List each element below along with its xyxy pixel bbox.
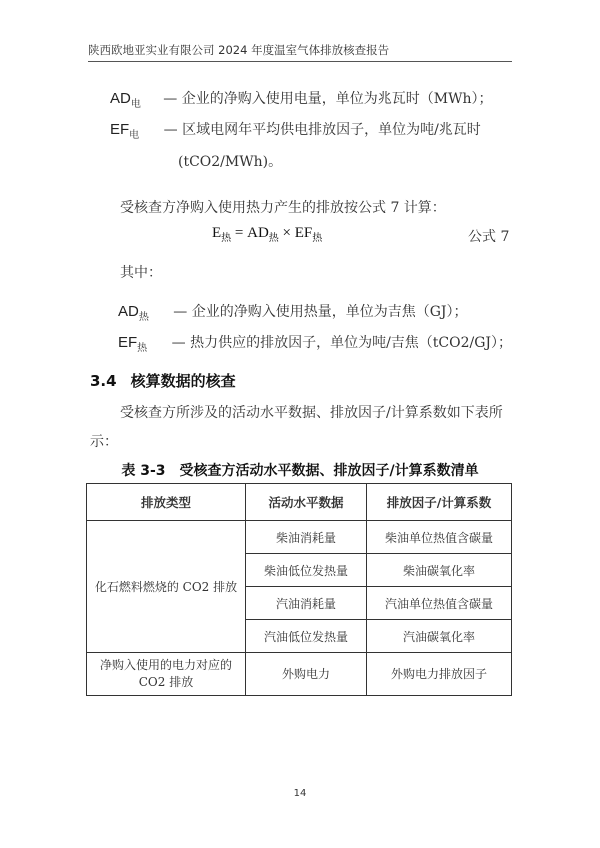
definition-text: — 热力供应的排放因子，单位为吨/吉焦（tCO2/GJ）； — [171, 335, 513, 351]
symbol-sub: 热 — [138, 312, 149, 323]
page-number: 14 — [293, 788, 307, 799]
symbol-ef: EF — [118, 334, 138, 351]
cell-factor: 柴油单位热值含碳量 — [367, 521, 512, 554]
cell-factor: 柴油碳氧化率 — [367, 554, 512, 587]
header-emission-type: 排放类型 — [87, 484, 246, 521]
symbol-ef: EF — [110, 121, 130, 138]
symbol-sub: 热 — [137, 343, 148, 354]
formula-sub: 热 — [268, 233, 279, 244]
def-ad-electric — [110, 88, 493, 110]
cell-activity: 汽油消耗量 — [246, 587, 367, 620]
cell-activity: 柴油低位发热量 — [246, 554, 367, 587]
formula-sub: 热 — [221, 233, 232, 244]
def-ef-heat — [118, 332, 512, 354]
paragraph-line-1: 受核查方所涉及的活动水平数据、排放因子/计算系数如下表所 — [120, 405, 503, 421]
symbol-ad: AD — [118, 303, 139, 320]
table-header-row — [87, 484, 512, 521]
page-header: 陕西欧地亚实业有限公司 2024 年度温室气体排放核查报告 — [88, 42, 512, 62]
formula-ef: × EF — [278, 225, 313, 241]
cell-emission-type — [87, 653, 246, 696]
section-number: 3.4 — [90, 372, 117, 390]
section-heading — [90, 370, 236, 391]
cell-factor: 汽油碳氧化率 — [367, 620, 512, 653]
table-row — [87, 521, 512, 554]
cell-line: 净购入使用的电力对应的 — [99, 658, 232, 672]
table-caption: 表 3-3 受核查方活动水平数据、排放因子/计算系数清单 — [121, 463, 479, 479]
def-ef-electric-unit: (tCO2/MWh)。 — [178, 154, 283, 170]
cell-line: CO2 排放 — [138, 675, 194, 689]
definition-text: — 企业的净购入使用电量，单位为兆瓦时（MWh）； — [163, 91, 493, 107]
cell-activity: 汽油低位发热量 — [246, 620, 367, 653]
cell-activity: 外购电力 — [246, 653, 367, 696]
formula-lhs: E — [212, 225, 222, 241]
definition-text: — 企业的净购入使用热量，单位为吉焦（GJ）； — [173, 304, 468, 320]
definition-text: — 区域电网年平均供电排放因子，单位为吨/兆瓦时 — [163, 122, 481, 138]
where-label: 其中： — [120, 265, 162, 281]
cell-activity: 柴油消耗量 — [246, 521, 367, 554]
symbol-ad: AD — [110, 90, 131, 107]
heat-intro: 受核查方净购入使用热力产生的排放按公式 7 计算： — [120, 200, 446, 216]
formula-7 — [212, 225, 322, 244]
table-row — [87, 653, 512, 696]
def-ef-electric — [110, 119, 481, 141]
formula-sub: 热 — [312, 233, 323, 244]
cell-factor: 汽油单位热值含碳量 — [367, 587, 512, 620]
formula-ad: = AD — [231, 225, 269, 241]
activity-data-table — [86, 483, 512, 696]
formula-number: 公式 7 — [468, 229, 510, 245]
header-activity-data: 活动水平数据 — [246, 484, 367, 521]
def-ad-heat — [118, 301, 468, 323]
cell-emission-type: 化石燃料燃烧的 CO2 排放 — [87, 521, 246, 653]
symbol-sub: 电 — [129, 130, 140, 141]
cell-factor: 外购电力排放因子 — [367, 653, 512, 696]
paragraph-line-2: 示： — [90, 434, 118, 450]
header-emission-factor: 排放因子/计算系数 — [367, 484, 512, 521]
section-title: 核算数据的核查 — [130, 372, 236, 390]
symbol-sub: 电 — [130, 99, 141, 110]
